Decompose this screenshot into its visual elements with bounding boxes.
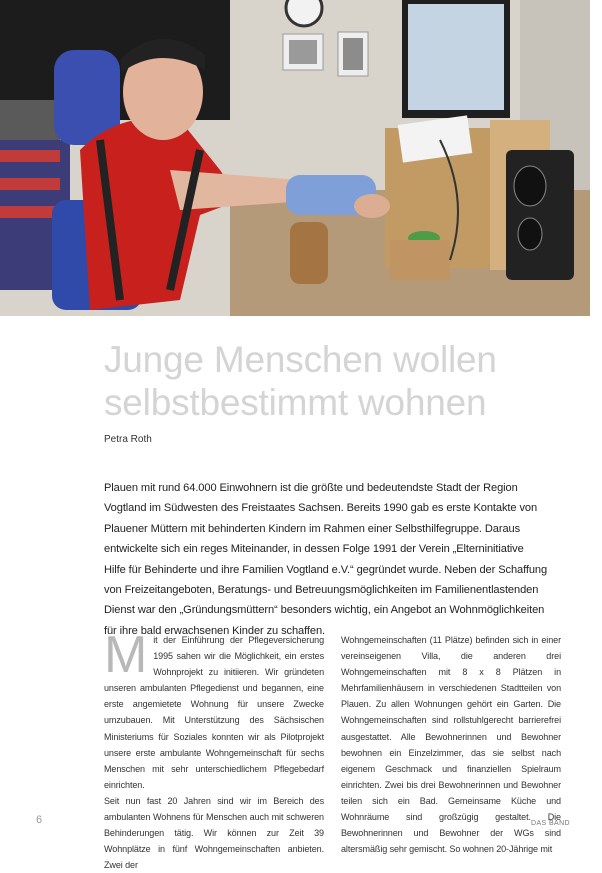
title-line-1: Junge Menschen wollen <box>104 339 497 380</box>
article-title <box>104 338 564 424</box>
body-paragraph-1: it der Einführung der Pflegeversicherung 1995 sahen wir die Möglichkeit, ein erstes Wohnprojekt zu initiieren. Wir gründeten unseren ambulanten Pflegedienst und begannen, eine erste angemietete Wohnung für unsere Zwecke umzubauen. Mit Unterstützung des Sächsischen Ministeriums für Soziales konnten wir als Pilotprojekt unsere erste ambulante Wohngemeinschaft für sechs Menschen mit sehr unterschiedlichem Pflegebedarf einrichten. <box>104 635 324 790</box>
drop-cap: M <box>104 626 148 684</box>
title-line-2: selbstbestimmt wohnen <box>104 382 487 423</box>
body-paragraph-2: Seit nun fast 20 Jahren sind wir im Bereich des ambulanten Wohnens für Menschen auch mit schweren Behinderungen tätig. Wir können zur Zeit 39 Wohnplätze in fünf Wohngemeinschaften anbieten. Zwei der <box>104 795 324 871</box>
body-column-right <box>341 632 561 857</box>
body-paragraph-3: Wohngemeinschaften (11 Plätze) befinden sich in einer vereinseigenen Villa, die anderen drei Wohngemeinschaften mit 8 x 8 Plätzen in Mehrfamilienhäusern in verschiedenen Stadtteilen von Plauen. Zu allen Wohnungen gehört ein Garten. Die Wohngemeinschaften sind rollstuhlgerecht barrierefrei ausgestattet. Alle Bewohnerinnen und Bewohner bewohnen ein Einzelzimmer, das sie selbst nach eigenem Geschmack und finanziellen Spielraum einrichten. Zwei bis drei Bewohnerinnen und Bewohner teilen sich ein Bad. Gemeinsame Küche und Wohnräume sind großzügig gestaltet. Die Bewohnerinnen und Bewohner der WGs sind altersmäßig sehr gemischt. So wohnen 20-Jährige mit <box>341 635 561 855</box>
article-photo <box>0 0 590 316</box>
lead-paragraph: Plauen mit rund 64.000 Einwohnern ist die größte und bedeutendste Stadt der Region Vogtland im Südwesten des Freistaates Sachsen. Bereits 1990 gab es erste Kontakte von Plauener Müttern mit behinderten Kindern im Rahmen einer Selbsthilfegruppe. Daraus entwickelte sich ein reges Miteinander, in dessen Folge 1991 der Verein „Elterninitiative Hilfe für Behinderte und ihre Familien Vogtland e.V.“ gegründet wurde. Neben der Schaffung von Freizeitangeboten, Beratungs- und Betreuungsmöglichkeiten im Familienentlastenden Dienst war den „Gründungsmüttern“ besonders wichtig, ein Angebot an Wohnmöglichkeiten für ihre bald erwachsenen Kinder zu schaffen. <box>104 482 548 637</box>
photo-illustration <box>0 0 590 316</box>
page-number: 6 <box>36 814 43 826</box>
body-column-left <box>104 626 324 873</box>
author-name: Petra Roth <box>104 434 152 445</box>
magazine-name: DAS BAND <box>531 820 570 827</box>
